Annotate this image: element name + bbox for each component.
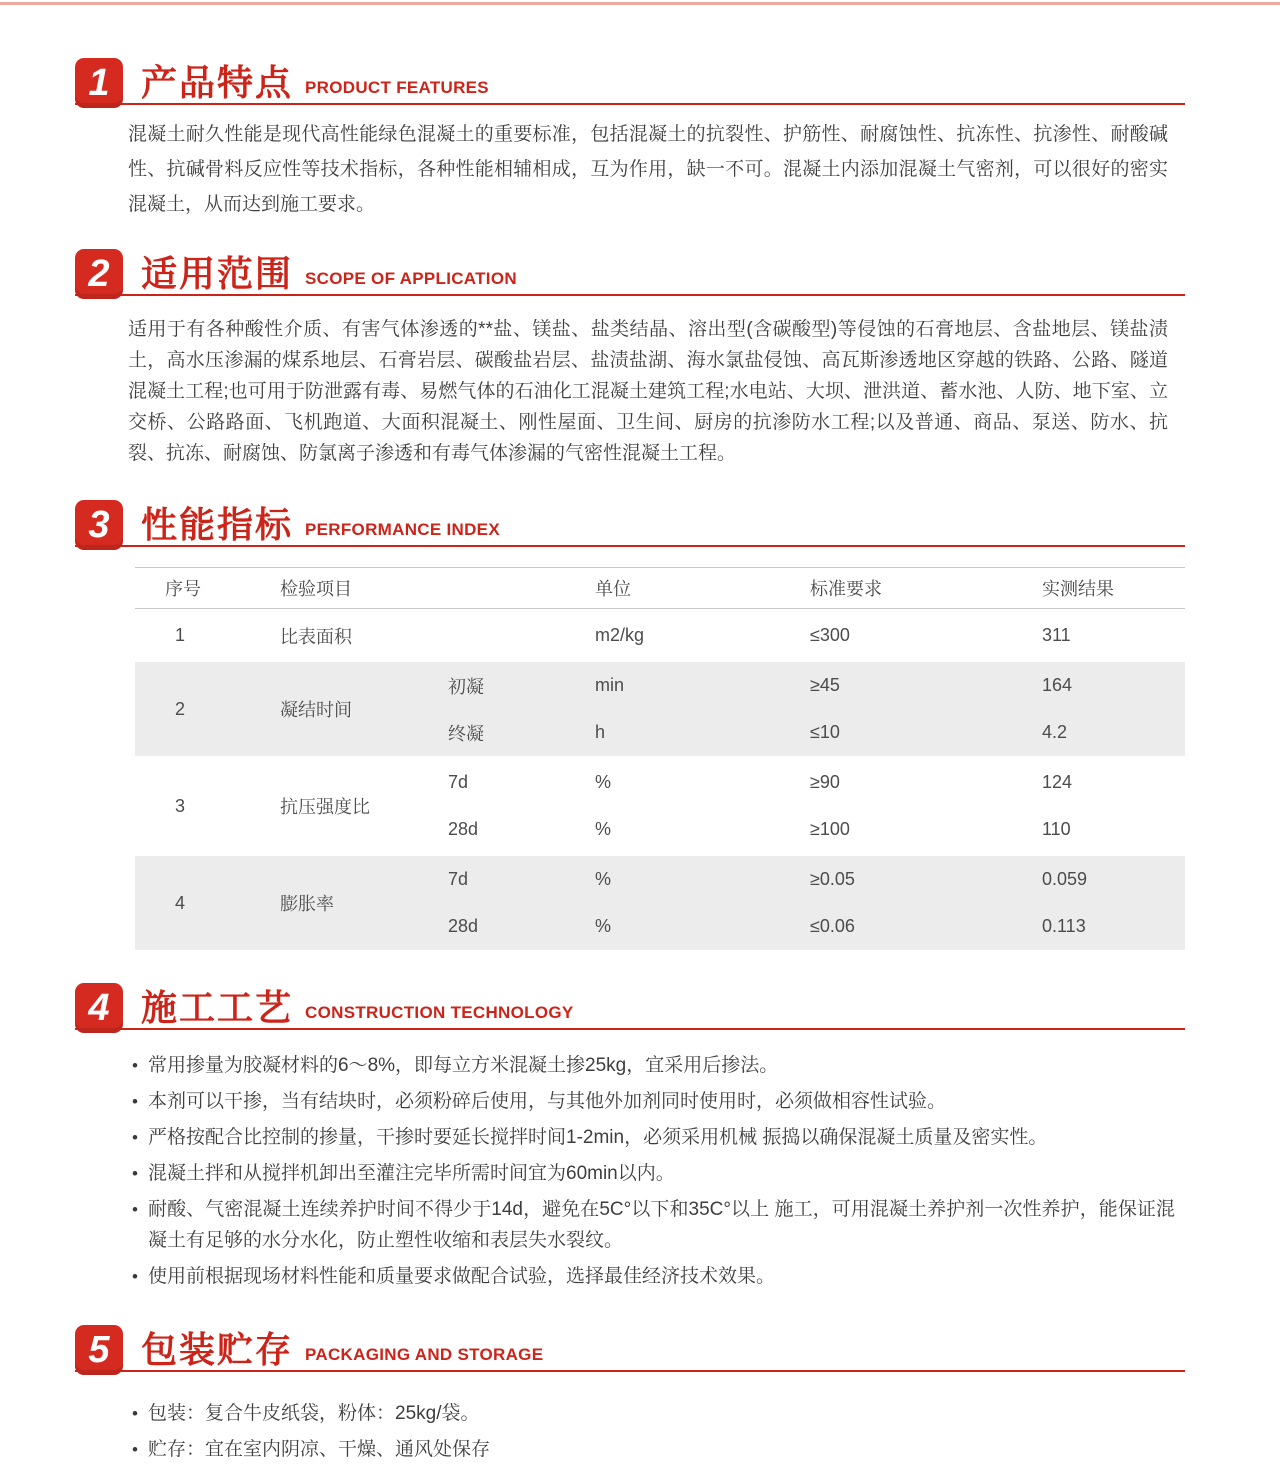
- section-3-number-badge: [75, 500, 123, 550]
- bullet-item: • 贮存：宜在室内阴凉、干燥、通风处保存: [130, 1434, 1175, 1465]
- performance-table: [135, 567, 1185, 950]
- bullet-item: • 耐酸、气密混凝土连续养护时间不得少于14d，避免在5C°以下和35C°以上 施工，可用混凝土养护剂一次性养护，能保证混凝土有足够的水分水化，防止塑性收缩和表层失水裂纹。: [130, 1194, 1175, 1256]
- section-performance-index: [75, 495, 1185, 950]
- cell-item: 抗压强度比: [280, 797, 370, 817]
- section-3-subtitle: PERFORMANCE INDEX: [305, 520, 500, 539]
- section-packaging-and-storage: [75, 1320, 1185, 1465]
- section-4-subtitle: CONSTRUCTION TECHNOLOGY: [305, 1003, 574, 1022]
- section-3-header: [75, 495, 1185, 547]
- section-1-body: 混凝土耐久性能是现代高性能绿色混凝土的重要标准，包括混凝土的抗裂性、护筋性、耐腐蚀性、抗冻性、抗渗性、耐酸碱性、抗碱骨料反应性等技术指标，各种性能相辅相成，互为作用，缺一不可。混凝土内添加混凝土气密剂，可以很好的密实混凝土，从而达到施工要求。: [128, 124, 1168, 215]
- cell-requirement: ≤0.06: [810, 916, 855, 936]
- cell-unit: min: [595, 675, 625, 695]
- cell-unit: %: [595, 869, 612, 889]
- section-2-title: 适用范围: [141, 253, 294, 294]
- section-2-body: 适用于有各种酸性介质、有害气体渗透的**盐、镁盐、盐类结晶、溶出型(含碳酸型)等侵蚀的石膏地层、含盐地层、镁盐渍土，高水压渗漏的煤系地层、石膏岩层、碳酸盐岩层、盐渍盐湖、海水氯盐侵蚀、高瓦斯渗透地区穿越的铁路、公路、隧道混凝土工程;也可用于防泄露有毒、易燃气体的石油化工混凝土建筑工程;水电站、大坝、泄洪道、蓄水池、人防、地下室、立交桥、公路路面、飞机跑道、大面积混凝土、刚性屋面、卫生间、厨房的抗渗防水工程;以及普通、商品、泵送、防水、抗裂、抗冻、耐腐蚀、防氯离子渗透和有毒气体渗漏的气密性混凝土工程。: [128, 319, 1168, 464]
- section-3-title: 性能指标: [141, 504, 294, 545]
- section-1-subtitle: PRODUCT FEATURES: [305, 78, 489, 97]
- cell-subitem: 初凝: [448, 676, 484, 697]
- cell-subitem: 28d: [448, 819, 479, 839]
- cell-unit: %: [595, 819, 612, 839]
- cell-unit: h: [595, 722, 606, 742]
- cell-result: 0.113: [1042, 916, 1086, 936]
- cell-item: 比表面积: [280, 626, 352, 647]
- col-header-result: 实测结果: [1042, 579, 1114, 599]
- section-scope-of-application: [75, 244, 1185, 469]
- section-1-number: 1: [88, 61, 110, 104]
- section-1-header: [75, 53, 1185, 105]
- cell-item: 凝结时间: [280, 700, 352, 720]
- section-5-header: [75, 1320, 1185, 1372]
- cell-no: 1: [175, 625, 186, 645]
- col-header-no: 序号: [165, 579, 201, 599]
- cell-result: 164: [1042, 675, 1073, 695]
- section-4-number-badge: [75, 983, 123, 1033]
- bullet-item: • 本剂可以干掺，当有结块时，必须粉碎后使用，与其他外加剂同时使用时，必须做相容性试验。: [130, 1086, 1175, 1117]
- section-2-header: [75, 244, 1185, 296]
- cell-requirement: ≤10: [810, 722, 840, 742]
- cell-no: 2: [175, 698, 186, 719]
- section-5-number: 5: [88, 1328, 110, 1371]
- cell-requirement: ≥100: [810, 819, 850, 839]
- cell-requirement: ≥45: [810, 675, 840, 695]
- section-3-number: 3: [88, 503, 110, 546]
- cell-subitem: 28d: [448, 916, 479, 936]
- section-1-number-badge: [75, 58, 123, 108]
- section-5-subtitle: PACKAGING AND STORAGE: [305, 1345, 544, 1364]
- section-1-title: 产品特点: [141, 62, 294, 103]
- cell-unit: %: [595, 772, 612, 792]
- packaging-bullet-list: [130, 1398, 1175, 1465]
- cell-result: 110: [1042, 819, 1071, 839]
- bullet-item: • 严格按配合比控制的掺量，干掺时要延长搅拌时间1-2min，必须采用机械 振捣以确保混凝土质量及密实性。: [130, 1122, 1175, 1153]
- section-2-number: 2: [88, 252, 110, 295]
- table-row-group: [135, 662, 1185, 756]
- section-4-header: [75, 978, 1185, 1030]
- cell-requirement: ≤300: [810, 625, 850, 645]
- bullet-item: • 使用前根据现场材料性能和质量要求做配合试验，选择最佳经济技术效果。: [130, 1261, 1175, 1292]
- cell-result: 4.2: [1042, 722, 1068, 742]
- section-product-features: [75, 53, 1185, 222]
- section-2-number-badge: [75, 249, 123, 299]
- table-row-group: [135, 759, 1185, 853]
- bullet-item: • 混凝土拌和从搅拌机卸出至灌注完毕所需时间宜为60min以内。: [130, 1158, 1175, 1189]
- top-border-line: [0, 2, 1280, 5]
- table-row: [135, 612, 1185, 659]
- bullet-item: • 常用掺量为胶凝材料的6～8%，即每立方米混凝土掺25kg，宜采用后掺法。: [130, 1050, 1175, 1081]
- construction-bullet-list: [130, 1050, 1175, 1292]
- cell-no: 3: [175, 795, 186, 816]
- section-4-number: 4: [88, 986, 110, 1029]
- cell-subitem: 终凝: [448, 723, 484, 744]
- cell-subitem: 7d: [448, 772, 469, 792]
- cell-requirement: ≥0.05: [810, 869, 855, 889]
- col-header-item: 检验项目: [280, 579, 352, 599]
- section-5-number-badge: [75, 1325, 123, 1375]
- section-5-title: 包装贮存: [141, 1329, 294, 1370]
- col-header-requirement: 标准要求: [810, 579, 882, 599]
- section-4-title: 施工工艺: [141, 987, 294, 1028]
- section-construction-technology: [75, 978, 1185, 1292]
- cell-result: 311: [1042, 625, 1071, 645]
- table-row-group: [135, 856, 1185, 950]
- table-header-row: [135, 567, 1185, 609]
- cell-result: 0.059: [1042, 869, 1088, 889]
- section-2-subtitle: SCOPE OF APPLICATION: [305, 269, 517, 288]
- cell-requirement: ≥90: [810, 772, 840, 792]
- cell-no: 4: [175, 892, 186, 913]
- cell-unit: m2/kg: [595, 625, 645, 645]
- cell-unit: %: [595, 916, 612, 936]
- col-header-unit: 单位: [595, 579, 631, 599]
- cell-subitem: 7d: [448, 869, 469, 889]
- cell-result: 124: [1042, 772, 1073, 792]
- bullet-item: • 包装：复合牛皮纸袋，粉体：25kg/袋。: [130, 1398, 1175, 1429]
- cell-item: 膨胀率: [280, 894, 334, 914]
